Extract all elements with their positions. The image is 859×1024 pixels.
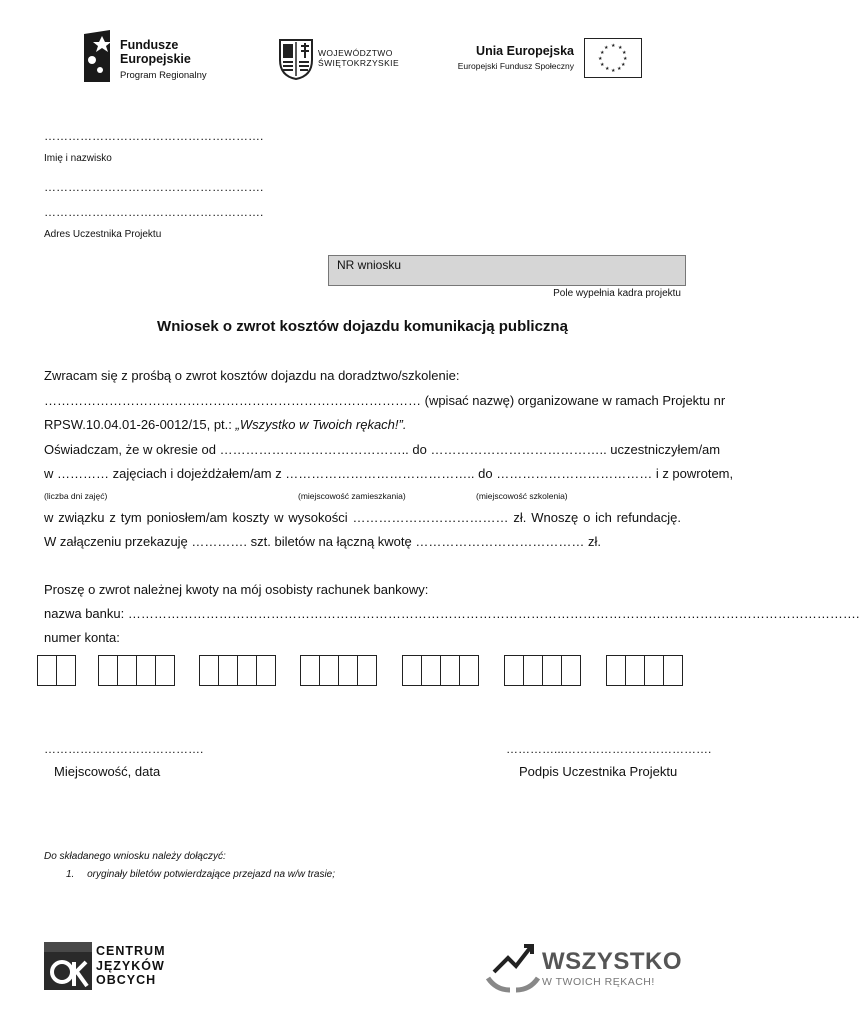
attachment-text: oryginały biletów potwierdzające przejazd na w/w trasie; bbox=[87, 869, 336, 880]
account-digit-box[interactable] bbox=[136, 655, 156, 686]
wojewodztwo-logo bbox=[278, 38, 408, 80]
svg-text:★: ★ bbox=[611, 43, 616, 49]
attachment-number: 1. bbox=[66, 869, 75, 880]
request-line: Zwracam się z prośbą o zwrot kosztów dojazdu na doradztwo/szkolenie: bbox=[44, 368, 460, 383]
attachments-heading: Do składanego wniosku należy dołączyć: bbox=[44, 851, 226, 862]
account-digit-box[interactable] bbox=[338, 655, 358, 686]
wtr-title: WSZYSTKO bbox=[542, 948, 682, 975]
address-line-1: ………………………………………………. bbox=[44, 180, 264, 194]
bank-name-line: nazwa banku: ……………………………………………………………………………………………………………………………………………………. bbox=[44, 606, 859, 621]
account-digit-box[interactable] bbox=[300, 655, 320, 686]
ue-title: Unia Europejska bbox=[476, 44, 574, 58]
account-digit-box[interactable] bbox=[319, 655, 339, 686]
fe-subtitle: Program Regionalny bbox=[120, 70, 207, 81]
svg-text:★: ★ bbox=[600, 50, 605, 56]
bank-request: Proszę o zwrot należnej kwoty na mój osobisty rachunek bankowy: bbox=[44, 582, 429, 597]
account-digit-box[interactable] bbox=[402, 655, 422, 686]
account-digit-box[interactable] bbox=[256, 655, 276, 686]
wtr-subtitle: W TWOICH RĘKACH! bbox=[542, 976, 655, 988]
hint-residence: (miejscowość zamieszkania) bbox=[298, 491, 406, 501]
project-line bbox=[44, 417, 406, 432]
training-name-line: …………………………………………………………………………… (wpisać nazwę) organizowane w ramach Projektu nr bbox=[44, 393, 726, 408]
account-digit-box[interactable] bbox=[663, 655, 683, 686]
svg-text:★: ★ bbox=[611, 68, 616, 74]
account-group-2 bbox=[98, 655, 175, 687]
account-digit-box[interactable] bbox=[421, 655, 441, 686]
commute-line: w ………… zajęciach i dojeżdżałem/am z …………………………………….. do ……………………………… i z powrotem, bbox=[44, 466, 734, 481]
account-digit-box[interactable] bbox=[37, 655, 57, 686]
account-group-7 bbox=[606, 655, 683, 687]
eu-flag-icon bbox=[584, 38, 642, 78]
account-digit-box[interactable] bbox=[606, 655, 626, 686]
page-title: Wniosek o zwrot kosztów dojazdu komunikacją publiczną bbox=[157, 318, 568, 335]
fe-title: Fundusze Europejskie bbox=[120, 38, 191, 66]
account-group-5 bbox=[402, 655, 479, 687]
svg-text:★: ★ bbox=[598, 56, 603, 62]
name-line: ………………………………………………. bbox=[44, 129, 264, 143]
svg-text:★: ★ bbox=[604, 45, 609, 51]
tickets-line: W załączeniu przekazuję …………. szt. biletów na łączną kwotę ………………………………… zł. bbox=[44, 534, 601, 549]
fundusze-europejskie-logo bbox=[82, 30, 232, 82]
account-digit-box[interactable] bbox=[56, 655, 76, 686]
account-digit-box[interactable] bbox=[218, 655, 238, 686]
name-label: Imię i nazwisko bbox=[44, 153, 112, 164]
account-digit-box[interactable] bbox=[459, 655, 479, 686]
place-date-line: …………………………………. bbox=[44, 742, 204, 756]
account-digit-box[interactable] bbox=[440, 655, 460, 686]
account-digit-box[interactable] bbox=[199, 655, 219, 686]
attachment-item bbox=[66, 869, 335, 880]
place-date-label: Miejscowość, data bbox=[54, 764, 161, 779]
hint-training-place: (miejscowość szkolenia) bbox=[476, 491, 568, 501]
project-title: „Wszystko w Twoich rękach!”. bbox=[235, 417, 407, 432]
account-digit-box[interactable] bbox=[625, 655, 645, 686]
account-group-6 bbox=[504, 655, 581, 687]
cjo-text: CENTRUM JĘZYKÓW OBCYCH bbox=[96, 944, 166, 987]
account-digit-box[interactable] bbox=[542, 655, 562, 686]
account-digit-box[interactable] bbox=[357, 655, 377, 686]
coat-of-arms-icon bbox=[278, 38, 314, 80]
account-group-3 bbox=[199, 655, 276, 687]
svg-text:★: ★ bbox=[617, 66, 622, 72]
svg-text:★: ★ bbox=[618, 45, 623, 51]
hint-days: (liczba dni zajęć) bbox=[44, 491, 108, 501]
project-number: RPSW.10.04.01-26-0012/15, pt.: bbox=[44, 417, 236, 432]
svg-text:★: ★ bbox=[600, 62, 605, 68]
svg-text:★: ★ bbox=[605, 66, 610, 72]
fundusze-europejskie-icon bbox=[82, 30, 112, 82]
svg-text:★: ★ bbox=[622, 50, 627, 56]
address-line-2: ………………………………………………. bbox=[44, 205, 264, 219]
account-group-4 bbox=[300, 655, 377, 687]
nr-label: NR wniosku bbox=[337, 258, 402, 272]
account-digit-box[interactable] bbox=[561, 655, 581, 686]
account-label: numer konta: bbox=[44, 630, 120, 645]
unia-europejska-logo bbox=[446, 38, 646, 80]
cjo-mark-icon bbox=[44, 942, 92, 990]
wszystko-w-twoich-rekach-logo bbox=[486, 936, 686, 996]
nr-note: Pole wypełnia kadra projektu bbox=[553, 288, 681, 299]
account-digit-box[interactable] bbox=[644, 655, 664, 686]
svg-text:★: ★ bbox=[623, 56, 628, 62]
signature-line: …………...………………………………. bbox=[506, 742, 712, 756]
wojewodztwo-text: WOJEWÓDZTWO ŚWIĘTOKRZYSKIE bbox=[318, 48, 400, 68]
account-group-1 bbox=[37, 655, 76, 687]
cost-line: w związku z tym poniosłem/am koszty w wysokości ……………………………… zł. Wnoszę o ich refundację. bbox=[44, 510, 681, 525]
signature-label: Podpis Uczestnika Projektu bbox=[519, 764, 678, 779]
application-number-field[interactable] bbox=[328, 255, 686, 286]
centrum-jezykow-obcych-logo bbox=[44, 942, 166, 992]
period-line: Oświadczam, że w okresie od …………………………………….. do ………………………………….. uczestniczyłem/am bbox=[44, 442, 721, 457]
svg-text:★: ★ bbox=[621, 62, 626, 68]
account-digit-box[interactable] bbox=[523, 655, 543, 686]
account-digit-box[interactable] bbox=[504, 655, 524, 686]
account-digit-box[interactable] bbox=[117, 655, 137, 686]
account-digit-box[interactable] bbox=[237, 655, 257, 686]
account-digit-box[interactable] bbox=[98, 655, 118, 686]
account-digit-box[interactable] bbox=[155, 655, 175, 686]
hands-arrow-icon bbox=[486, 938, 540, 994]
address-label: Adres Uczestnika Projektu bbox=[44, 229, 162, 240]
ue-subtitle: Europejski Fundusz Społeczny bbox=[457, 61, 574, 71]
